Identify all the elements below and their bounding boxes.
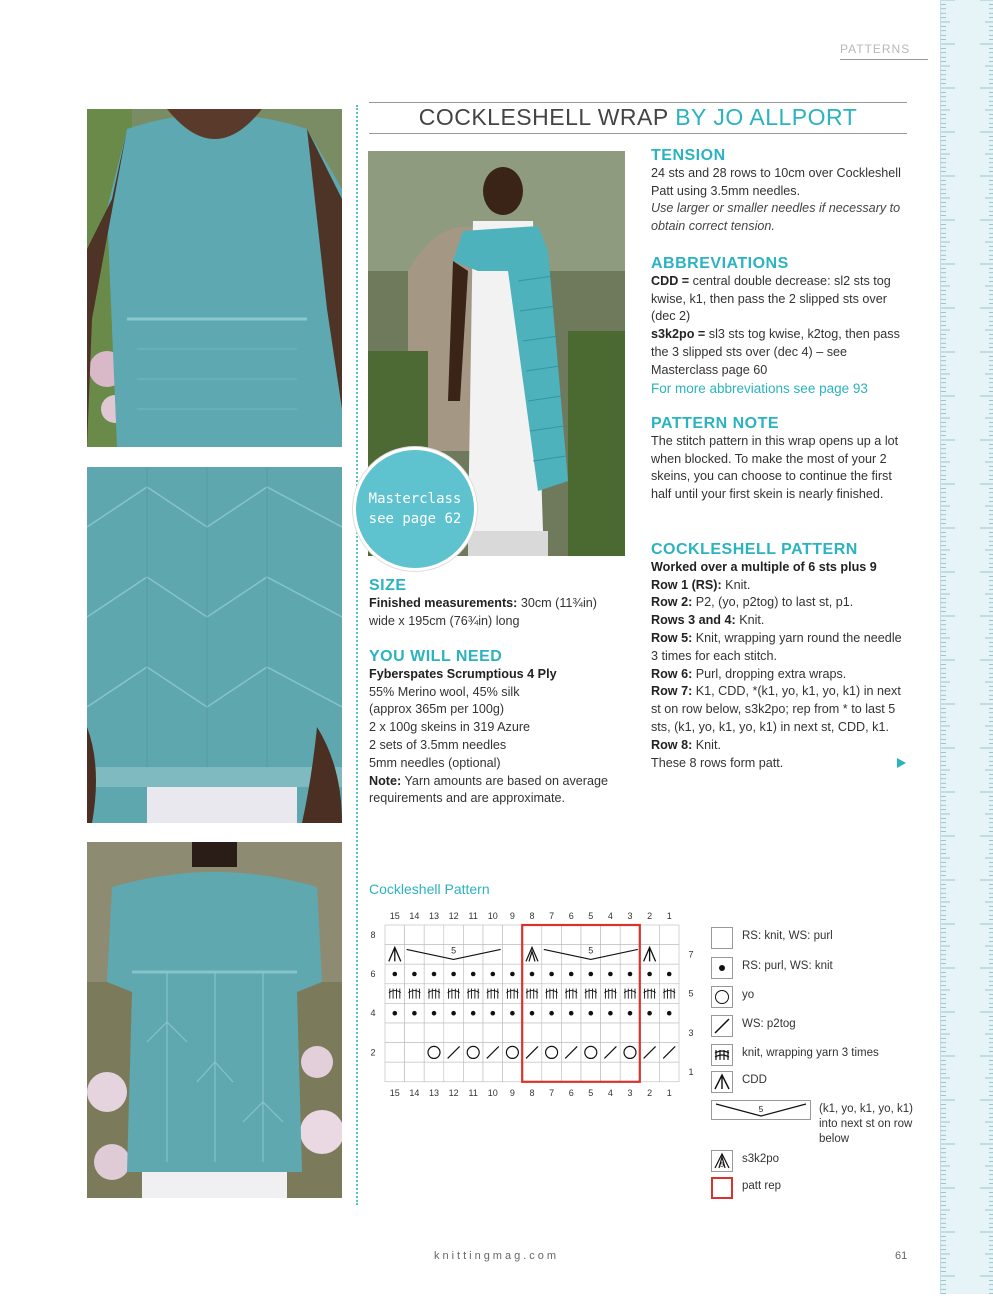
chart-cell — [424, 1043, 444, 1063]
s3k2po-text: sl3 sts tog kwise, k2tog, then pass the 3 slipped sts over (dec 4) – see Masterclass page 60 — [651, 327, 900, 377]
bobble-count: 5 — [451, 945, 457, 956]
chart-row-label: 6 — [370, 969, 376, 979]
purl-symbol — [549, 972, 554, 977]
cockleshell-heading: COCKLESHELL PATTERN — [651, 541, 858, 558]
chart-cell — [581, 925, 601, 945]
purl-symbol — [491, 972, 496, 977]
chart-cell — [405, 984, 425, 1004]
purl-symbol — [432, 1011, 437, 1016]
chart-cell — [542, 925, 562, 945]
wrap-icon — [711, 1044, 733, 1066]
chart-cell — [503, 945, 523, 965]
chart-col-label: 6 — [568, 1087, 574, 1098]
chart-col-label: 8 — [529, 911, 535, 921]
purl-symbol — [628, 1011, 633, 1016]
chart-cell — [640, 984, 660, 1004]
chart-cell — [405, 1062, 425, 1082]
chart-cell — [561, 1062, 581, 1082]
purl-symbol — [471, 1011, 476, 1016]
chart-row-label: 1 — [688, 1067, 694, 1077]
cockleshell-outro: These 8 rows form patt. — [651, 755, 784, 770]
purl-symbol — [393, 1011, 398, 1016]
chart-col-label: 14 — [409, 1087, 420, 1098]
note-label: Note: — [369, 773, 402, 788]
chart-cell — [424, 925, 444, 945]
chart-col-label: 15 — [389, 1087, 400, 1098]
chart-cell — [424, 1023, 444, 1043]
size-label: Finished measurements: — [369, 595, 518, 610]
photo-sweater-back — [87, 842, 342, 1198]
s3k2po-label: s3k2po = — [651, 327, 706, 342]
row-label: Row 8: — [651, 737, 693, 752]
chart-cell — [483, 984, 503, 1004]
purl-symbol — [549, 1011, 554, 1016]
chart-row-label: 4 — [370, 1008, 376, 1019]
chart-col-label: 1 — [666, 1087, 672, 1098]
chart-cell — [620, 925, 640, 945]
purl-symbol — [569, 972, 574, 977]
purl-symbol — [608, 972, 613, 977]
yarn-name: Fyberspates Scrumptious 4 Ply — [369, 666, 557, 681]
legend-text: patt rep — [742, 1180, 781, 1192]
chart-col-label: 2 — [647, 1087, 653, 1098]
chart-row-label: 5 — [688, 988, 694, 999]
row-text: Knit. — [695, 737, 721, 752]
chart-cell — [503, 1043, 523, 1063]
legend-text: knit, wrapping yarn 3 times — [742, 1047, 879, 1059]
chart-col-label: 12 — [448, 1087, 459, 1098]
section-label: PATTERNS — [840, 42, 928, 60]
chart-cell — [561, 945, 581, 965]
chart-cell — [542, 1023, 562, 1043]
continue-arrow-icon[interactable] — [897, 758, 906, 768]
p2tog-icon — [711, 1015, 733, 1037]
chart-cell — [385, 1062, 405, 1082]
s3k2po-icon — [711, 1150, 733, 1172]
materials-line: (approx 365m per 100g) — [369, 702, 505, 717]
purl-symbol — [608, 1011, 613, 1016]
chart-cell — [659, 925, 679, 945]
materials-line: 2 x 100g skeins in 319 Azure — [369, 720, 531, 735]
chart-col-label: 8 — [529, 1087, 535, 1098]
chart-col-label: 9 — [509, 911, 515, 921]
note-text: Yarn amounts are based on average requirements and are approximate. — [369, 773, 608, 806]
chart-col-label: 9 — [509, 1087, 515, 1098]
materials-section — [369, 648, 624, 808]
chart-cell — [463, 984, 483, 1004]
chart-cell — [424, 945, 444, 965]
chart-cell — [503, 1023, 523, 1043]
chart-cell — [463, 1043, 483, 1063]
chart-col-label: 1 — [666, 911, 672, 921]
abbreviations-section — [651, 255, 908, 397]
row-label: Row 2: — [651, 595, 693, 610]
chart-cell — [503, 984, 523, 1004]
pattern-name: COCKLESHELL WRAP — [418, 104, 669, 130]
chart-cell — [659, 984, 679, 1004]
title-rule-top — [369, 102, 907, 103]
column-divider — [356, 105, 358, 1205]
purl-symbol — [510, 972, 515, 977]
chart-cell — [640, 1023, 660, 1043]
chart-cell — [385, 984, 405, 1004]
cdd-text: central double decrease: sl2 sts tog kwise, k1, then pass the 2 slipped sts over (dec 2) — [651, 273, 891, 324]
purl-symbol — [451, 1011, 456, 1016]
purl-symbol — [667, 1011, 672, 1016]
chart-cell — [601, 945, 621, 965]
abbreviations-heading: ABBREVIATIONS — [651, 255, 789, 272]
chart-cell — [463, 945, 483, 965]
chart-row-label: 3 — [688, 1027, 694, 1038]
row-text: K1, CDD, *(k1, yo, k1, yo, k1) in next st on row below, s3k2po; rep from * to last 5 sts, (k1, yo, k1, yo, k1) in next st, CDD, k1. — [651, 684, 901, 734]
chart-cell — [620, 984, 640, 1004]
pattern-note-text: The stitch pattern in this wrap opens up a lot when blocked. To make the most of your 2 skeins, you can choose to continue the first half until your first skein is nearly finished. — [651, 433, 899, 502]
row-label: Row 7: — [651, 684, 693, 699]
purl-symbol — [569, 1011, 574, 1016]
legend-text: (k1, yo, k1, yo, k1) into next st on row below — [819, 1103, 913, 1145]
cockleshell-section — [651, 541, 908, 772]
chart-col-label: 12 — [448, 911, 459, 921]
purl-symbol — [628, 972, 633, 977]
photo-sweater-stitch-detail — [87, 467, 342, 823]
chart-col-label: 5 — [588, 1087, 594, 1098]
chart-cell — [385, 1023, 405, 1043]
chart-col-label: 7 — [549, 1087, 555, 1098]
purl-symbol — [647, 1011, 652, 1016]
chart-cell — [405, 1023, 425, 1043]
chart-col-label: 4 — [607, 911, 613, 921]
chart-cell — [405, 925, 425, 945]
chart-cell — [385, 1043, 405, 1063]
size-section — [369, 577, 624, 630]
chart-row-label: 2 — [370, 1047, 376, 1058]
chart-cell — [601, 1062, 621, 1082]
row-text: Purl, dropping extra wraps. — [695, 666, 847, 681]
chart-cell — [463, 925, 483, 945]
chart-cell — [424, 984, 444, 1004]
bobble-icon — [711, 1100, 811, 1120]
row-text: Knit. — [739, 613, 765, 628]
purl-symbol — [510, 1011, 515, 1016]
photo-sweater-front-closeup — [87, 109, 342, 447]
chart-cell — [444, 984, 464, 1004]
chart-cell — [561, 984, 581, 1004]
chart-cell — [581, 984, 601, 1004]
chart-cell — [522, 1062, 542, 1082]
purl-symbol — [451, 972, 456, 977]
chart-cell — [659, 945, 679, 965]
legend-text: RS: purl, WS: knit — [742, 960, 833, 972]
chart-cell — [522, 925, 542, 945]
chart-cell — [522, 984, 542, 1004]
chart-cell — [620, 945, 640, 965]
row-label: Row 5: — [651, 630, 693, 645]
row-label: Row 1 (RS): — [651, 577, 722, 592]
purl-symbol — [412, 1011, 417, 1016]
chart-cell — [542, 1043, 562, 1063]
chart-cell — [424, 1062, 444, 1082]
pattern-note-heading: PATTERN NOTE — [651, 415, 780, 432]
chart-cell — [620, 1043, 640, 1063]
chart-cell — [522, 1023, 542, 1043]
bobble-count: 5 — [588, 945, 594, 956]
size-text: 30cm (11¾in) wide x 195cm (76¾in) long — [369, 595, 597, 628]
chart-col-label: 14 — [409, 911, 420, 921]
title-rule-bottom — [369, 133, 907, 134]
purl-symbol — [589, 972, 594, 977]
masterclass-line1: Masterclass — [368, 491, 462, 507]
chart-col-label: 7 — [549, 911, 555, 921]
chart-cell — [581, 1043, 601, 1063]
chart-cell — [405, 1043, 425, 1063]
purl-symbol — [589, 1011, 594, 1016]
chart-col-label: 10 — [487, 911, 498, 921]
chart-col-label: 15 — [389, 911, 400, 921]
designer-byline: BY JO ALLPORT — [675, 104, 858, 130]
row-text: Knit, wrapping yarn round the needle 3 times for each stitch. — [651, 630, 902, 663]
chart-cell — [542, 1062, 562, 1082]
materials-line: 5mm needles (optional) — [369, 755, 501, 770]
chart-cell — [640, 925, 660, 945]
chart-cell — [483, 925, 503, 945]
chart-cell — [463, 1023, 483, 1043]
chart-col-label: 5 — [588, 911, 594, 921]
tension-section — [651, 147, 908, 236]
chart-col-label: 10 — [487, 1087, 498, 1098]
chart-cell — [640, 1062, 660, 1082]
page-title — [369, 104, 907, 131]
chart-cell — [483, 945, 503, 965]
purl-icon — [711, 957, 733, 979]
chart-cell — [444, 1023, 464, 1043]
measurement-ruler — [940, 0, 993, 1294]
repeat-icon — [711, 1177, 733, 1199]
chart-cell — [561, 925, 581, 945]
legend-text: yo — [742, 989, 755, 1001]
chart-row-label: 7 — [688, 949, 694, 960]
chart-cell — [444, 925, 464, 945]
purl-symbol — [530, 972, 535, 977]
chart-col-label: 11 — [468, 1087, 478, 1098]
row-label: Rows 3 and 4: — [651, 613, 736, 628]
tension-text: 24 sts and 28 rows to 10cm over Cockleshell Patt using 3.5mm needles. — [651, 165, 901, 198]
more-abbreviations-link[interactable]: For more abbreviations see page 93 — [651, 380, 868, 396]
chart-title: Cockleshell Pattern — [369, 881, 490, 897]
masterclass-line2: see page 62 — [368, 511, 462, 527]
purl-symbol — [471, 972, 476, 977]
chart-cell — [659, 1062, 679, 1082]
chart-cell — [620, 1023, 640, 1043]
purl-symbol — [491, 1011, 496, 1016]
purl-symbol — [412, 972, 417, 977]
legend-text: WS: p2tog — [742, 1018, 796, 1030]
pattern-note-section — [651, 415, 908, 504]
svg-text:5: 5 — [720, 1162, 724, 1169]
purl-symbol — [647, 972, 652, 977]
chart-col-label: 11 — [468, 911, 478, 921]
chart-cell — [659, 1023, 679, 1043]
chart-cell — [483, 1023, 503, 1043]
chart-cell — [601, 1023, 621, 1043]
materials-line: 55% Merino wool, 45% silk — [369, 684, 520, 699]
chart-row-label: 8 — [370, 929, 376, 940]
chart-cell — [405, 945, 425, 965]
purl-symbol — [432, 972, 437, 977]
bobble-count: 5 — [758, 1105, 764, 1114]
legend-text: s3k2po — [742, 1153, 780, 1165]
chart-cell — [503, 925, 523, 945]
chart-cell — [542, 945, 562, 965]
purl-symbol — [393, 972, 398, 977]
chart-cell — [542, 984, 562, 1004]
purl-symbol — [667, 972, 672, 977]
row-label: Row 6: — [651, 666, 693, 681]
chart-cell — [444, 1062, 464, 1082]
purl-symbol — [530, 1011, 535, 1016]
chart-col-label: 13 — [428, 1087, 440, 1098]
chart-col-label: 3 — [627, 1087, 633, 1098]
legend-text: CDD — [742, 1074, 767, 1086]
materials-line: 2 sets of 3.5mm needles — [369, 737, 507, 752]
chart-col-label: 6 — [568, 911, 574, 921]
masterclass-badge[interactable] — [353, 447, 477, 571]
tension-italic: Use larger or smaller needles if necessary to obtain correct tension. — [651, 201, 901, 234]
cockleshell-chart — [360, 905, 705, 1105]
tension-heading: TENSION — [651, 147, 726, 164]
chart-cell — [581, 1023, 601, 1043]
chart-cell — [601, 925, 621, 945]
page-number: 61 — [895, 1250, 908, 1262]
size-heading: SIZE — [369, 577, 407, 594]
footer-site[interactable]: knittingmag.com — [433, 1250, 560, 1262]
cdd-label: CDD = — [651, 273, 690, 288]
yo-icon — [711, 986, 733, 1008]
chart-cell — [581, 1062, 601, 1082]
row-text: Knit. — [725, 577, 751, 592]
row-text: P2, (yo, p2tog) to last st, p1. — [695, 595, 854, 610]
cockleshell-intro: Worked over a multiple of 6 sts plus 9 — [651, 559, 877, 574]
chart-col-label: 3 — [627, 911, 633, 921]
chart-cell — [385, 925, 405, 945]
chart-cell — [601, 984, 621, 1004]
chart-cell — [463, 1062, 483, 1082]
materials-heading: YOU WILL NEED — [369, 648, 503, 665]
cdd-icon — [711, 1071, 733, 1093]
ruler-ticks — [941, 0, 993, 1294]
chart-col-label: 2 — [647, 911, 653, 921]
chart-col-label: 4 — [607, 1087, 613, 1098]
chart-cell — [483, 1062, 503, 1082]
chart-col-label: 13 — [428, 911, 440, 921]
legend-text: RS: knit, WS: purl — [742, 930, 833, 942]
chart-cell — [620, 1062, 640, 1082]
chart-cell — [561, 1023, 581, 1043]
knit-icon — [711, 927, 733, 949]
chart-cell — [503, 1062, 523, 1082]
